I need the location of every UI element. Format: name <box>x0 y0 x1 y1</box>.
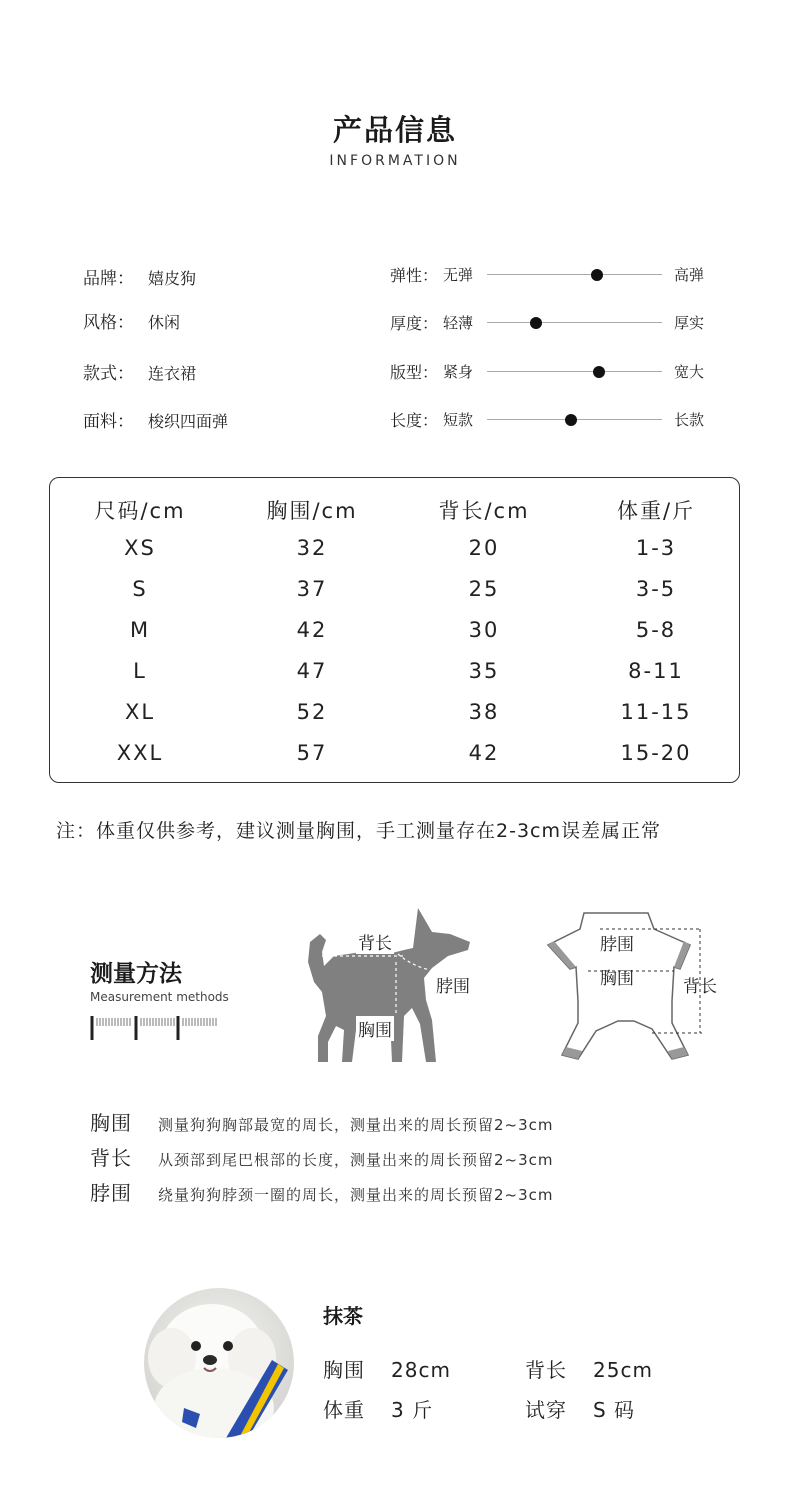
definition-neck <box>90 1177 554 1206</box>
table-cell: 38 <box>468 700 500 724</box>
attribute-label: 风格： <box>83 313 134 333</box>
table-cell: 42 <box>296 618 328 642</box>
table-cell: 15-20 <box>620 741 692 765</box>
table-header: 尺码/cm <box>94 499 186 523</box>
table-cell: S <box>132 577 148 601</box>
table-cell: XXL <box>116 741 164 765</box>
table-row <box>50 700 739 730</box>
table-cell: 3-5 <box>635 577 677 601</box>
scale-label-fit: 版型： <box>390 363 439 382</box>
table-cell: 52 <box>296 700 328 724</box>
table-cell: 20 <box>468 536 500 560</box>
table-cell: 5-8 <box>635 618 677 642</box>
measurement-subtitle: Measurement methods <box>90 990 229 1004</box>
scale-marker-fit <box>593 366 605 378</box>
model-stat-value: 28cm <box>391 1358 451 1382</box>
model-fit <box>525 1394 635 1423</box>
table-cell: 8-11 <box>628 659 684 683</box>
table-cell: 11-15 <box>620 700 692 724</box>
definition-text: 测量狗狗胸部最宽的周长，测量出来的周长预留2~3cm <box>158 1116 554 1134</box>
table-cell: 47 <box>296 659 328 683</box>
model-weight <box>323 1394 433 1423</box>
table-header: 体重/斤 <box>616 499 696 523</box>
model-name: 抹茶 <box>323 1304 363 1328</box>
garment-label-back: 背长 <box>683 977 717 997</box>
scale-low-fit: 紧身 <box>443 363 474 381</box>
table-cell: L <box>133 659 147 683</box>
table-cell: 57 <box>296 741 328 765</box>
scale-low-thickness: 轻薄 <box>443 314 474 332</box>
scale-low-elasticity: 无弹 <box>443 266 474 284</box>
definition-term: 胸围 <box>90 1111 132 1135</box>
measurement-title: 测量方法 <box>90 961 182 987</box>
size-note: 注：体重仅供参考，建议测量胸围，手工测量存在2-3cm误差属正常 <box>56 820 661 842</box>
attribute-brand <box>83 264 196 289</box>
table-cell: 42 <box>468 741 500 765</box>
attribute-label: 品牌： <box>83 269 134 289</box>
page-subtitle: INFORMATION <box>329 153 461 169</box>
definition-chest <box>90 1107 554 1136</box>
table-row <box>50 659 739 689</box>
attribute-value: 连衣裙 <box>148 364 197 383</box>
scale-label-elasticity: 弹性： <box>390 266 439 285</box>
garment-label-chest: 胸围 <box>600 969 634 989</box>
table-cell: 1-3 <box>635 536 677 560</box>
attribute-value: 嬉皮狗 <box>148 269 197 288</box>
table-row <box>50 741 739 771</box>
attribute-type <box>83 359 196 384</box>
scale-track-thickness <box>487 322 662 323</box>
model-back <box>525 1354 653 1383</box>
scale-label-length: 长度： <box>390 411 439 430</box>
definition-text: 从颈部到尾巴根部的长度，测量出来的周长预留2~3cm <box>158 1151 554 1169</box>
scale-marker-thickness <box>530 317 542 329</box>
table-cell: XS <box>124 536 156 560</box>
model-stat-label: 体重 <box>323 1398 365 1422</box>
table-header: 背长/cm <box>438 499 530 523</box>
scale-label-thickness: 厚度： <box>390 314 439 333</box>
dog-label-chest: 胸围 <box>356 1016 394 1041</box>
definition-text: 绕量狗狗脖颈一圈的周长，测量出来的周长预留2~3cm <box>158 1186 554 1204</box>
scale-track-fit <box>487 371 662 372</box>
attribute-value: 梭织四面弹 <box>148 412 229 431</box>
attribute-label: 款式： <box>83 364 134 384</box>
table-cell: 35 <box>468 659 500 683</box>
attribute-fabric <box>83 407 228 432</box>
scale-low-length: 短款 <box>443 411 474 429</box>
ruler-icon <box>90 1014 220 1042</box>
model-stat-value: 25cm <box>593 1358 653 1382</box>
scale-high-thickness: 厚实 <box>674 314 705 332</box>
table-cell: XL <box>124 700 156 724</box>
table-row <box>50 536 739 566</box>
dog-diagram <box>300 900 500 1070</box>
table-row <box>50 577 739 607</box>
scale-high-elasticity: 高弹 <box>674 266 705 284</box>
model-dog-photo <box>144 1288 294 1438</box>
scale-high-fit: 宽大 <box>674 363 705 381</box>
table-cell: M <box>129 618 151 642</box>
model-stat-label: 试穿 <box>525 1398 567 1422</box>
table-header: 胸围/cm <box>266 499 358 523</box>
scale-high-length: 长款 <box>674 411 705 429</box>
scale-track-elasticity <box>487 274 662 275</box>
model-stat-value: 3 斤 <box>391 1398 434 1422</box>
model-chest <box>323 1354 451 1383</box>
attribute-label: 面料： <box>83 412 134 432</box>
model-stat-label: 背长 <box>525 1358 567 1382</box>
size-table <box>49 477 740 783</box>
table-cell: 25 <box>468 577 500 601</box>
dog-label-neck: 脖围 <box>436 977 470 997</box>
page-title: 产品信息 <box>332 113 457 147</box>
attribute-value: 休闲 <box>148 313 181 332</box>
table-cell: 30 <box>468 618 500 642</box>
model-stat-value: S 码 <box>593 1398 636 1422</box>
scale-marker-length <box>565 414 577 426</box>
model-stat-label: 胸围 <box>323 1358 365 1382</box>
definition-term: 背长 <box>90 1146 132 1170</box>
table-cell: 37 <box>296 577 328 601</box>
garment-label-neck: 脖围 <box>600 935 634 955</box>
table-cell: 32 <box>296 536 328 560</box>
attribute-style <box>83 308 180 333</box>
definition-term: 脖围 <box>90 1181 132 1205</box>
table-header-row <box>50 495 739 525</box>
scale-marker-elasticity <box>591 269 603 281</box>
table-row <box>50 618 739 648</box>
dog-label-back: 背长 <box>356 929 394 954</box>
definition-back <box>90 1142 554 1171</box>
